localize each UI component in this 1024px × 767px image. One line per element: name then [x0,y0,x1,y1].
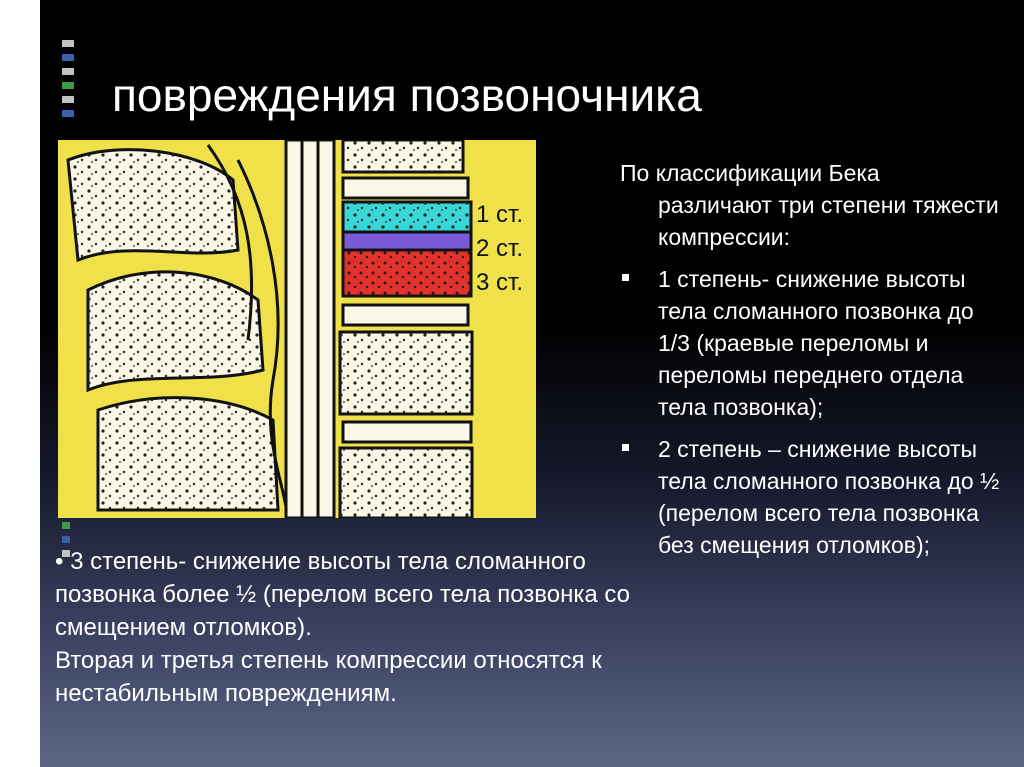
stripe [62,82,74,89]
list-item [620,263,1000,423]
degree-list [620,263,1000,561]
stripe [62,68,74,75]
third-degree-text [55,545,655,710]
spinal-canal [286,140,334,518]
square-bullet-icon [622,444,629,451]
square-bullet-icon [622,274,629,281]
third-degree-paragraph [55,545,655,644]
classification-intro: По классификации Бека различают три степени тяжести компрессии: [620,160,999,250]
slide-title: повреждения позвоночника [112,69,702,121]
stripe [62,522,70,529]
spine-compression-diagram [58,140,536,518]
degree-1-text: 1 степень- снижение высоты тела сломанного позвонка до 1/3 (краевые переломы и переломы переднего отдела тела позвонка); [658,266,974,420]
stripe [62,536,70,543]
degree-label-3: 3 ст. [476,269,524,296]
stripe [62,40,74,47]
bullet-marker: • [55,548,64,575]
degree-2-text: 2 степень – снижение высоты тела сломанного позвонка до ½ (перелом всего тела позвонка без смещения отломков); [658,436,1000,558]
third-degree-description: 3 степень- снижение высоты тела сломанного позвонка более ½ (перелом всего тела позвонка со смещением отломков). [55,548,631,641]
degree-label-2: 2 ст. [476,235,524,262]
degree-2-zone [343,232,471,250]
slide [40,0,1024,767]
stripe [62,54,74,61]
list-item [620,433,1000,561]
stripe [62,110,74,117]
degree-label-1: 1 ст. [476,201,524,228]
beck-classification [620,157,1000,571]
instability-note: Вторая и третья степень компрессии относятся к нестабильным повреждениям. [55,647,602,707]
stripe [62,96,74,103]
posterior-elements [68,145,288,518]
